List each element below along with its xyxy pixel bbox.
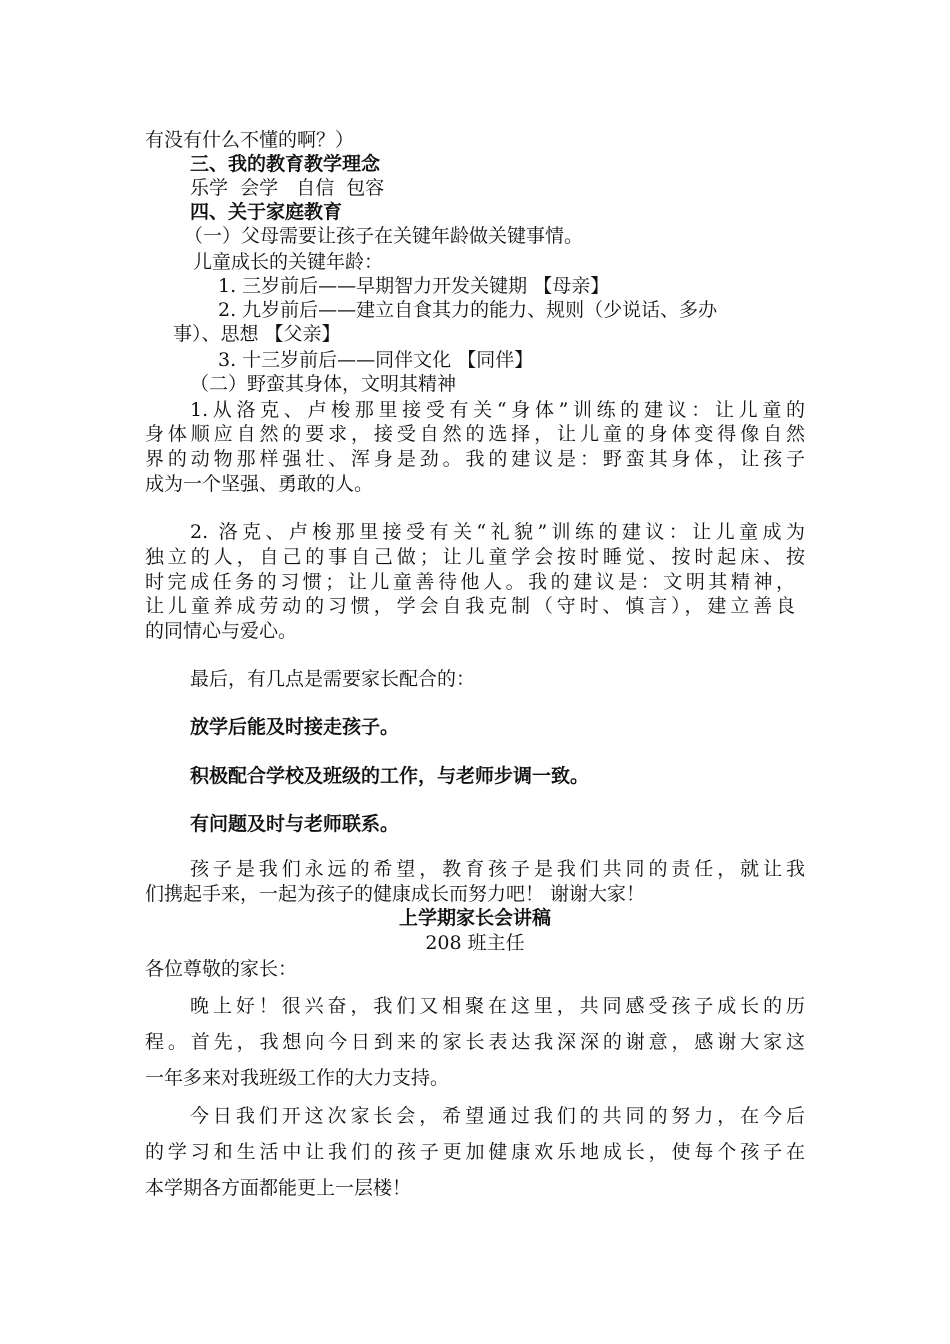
bold-point: 积极配合学校及班级的工作，与老师步调一致。 [190,765,590,787]
paragraph-line: 时完成任务的习惯；让儿童善待他人。我的建议是：文明其精神， [145,571,795,593]
document-title: 上学期家长会讲稿 [398,907,551,929]
paragraph-line: 让儿童养成劳动的习惯，学会自我克制（守时、慎言），建立善良 [145,595,795,617]
paragraph-line: 身体顺应自然的要求，接受自然的选择，让儿童的身体变得像自然 [145,423,805,445]
bold-point: 放学后能及时接走孩子。 [190,716,400,738]
section-heading: 四、关于家庭教育 [190,201,343,223]
section-heading: 三、我的教育教学理念 [190,153,381,175]
list-item: 3. 十三岁前后——同伴文化 【同伴】 [218,349,534,371]
paragraph-line: 一年多来对我班级工作的大力支持。 [145,1067,450,1089]
paragraph-line: 界的动物那样强壮、浑身是劲。我的建议是：野蛮其身体，让孩子 [145,448,805,470]
text-line: 乐学 会学 自信 包容 [190,177,385,199]
paragraph-line: 成为一个坚强、勇敢的人。 [145,473,374,495]
list-item-continuation: 事）、思想 【父亲】 [173,323,341,345]
paragraph-line: 独立的人，自己的事自己做；让儿童学会按时睡觉、按时起床、按 [145,546,805,568]
document-author: 208 班主任 [425,932,525,954]
paragraph-line: 晚上好！很兴奋，我们又相聚在这里，共同感受孩子成长的历 [190,995,805,1017]
list-item: 1. 三岁前后——早期智力开发关键期 【母亲】 [218,275,610,297]
bold-point: 有问题及时与老师联系。 [190,813,400,835]
subsection-heading: （一）父母需要让孩子在关键年龄做关键事情。 [184,225,584,247]
paragraph-line: 本学期各方面都能更上一层楼！ [145,1177,412,1199]
paragraph-line: 的学习和生活中让我们的孩子更加健康欢乐地成长，使每个孩子在 [145,1141,805,1163]
paragraph-line: 1.从洛克、卢梭那里接受有关“身体”训练的建议：让儿童的 [190,399,805,421]
paragraph-line: 今日我们开这次家长会，希望通过我们的共同的努力，在今后 [190,1105,805,1127]
subsection-heading: （二）野蛮其身体，文明其精神 [190,373,457,395]
paragraph-line: 2. 洛克、卢梭那里接受有关“礼貌”训练的建议：让儿童成为 [190,521,805,543]
paragraph-line: 最后，有几点是需要家长配合的： [190,668,476,690]
text-line: 有没有什么不懂的啊？） [145,129,355,151]
text-line: 儿童成长的关键年龄： [193,251,384,273]
paragraph-line: 的同情心与爱心。 [145,620,298,642]
list-item: 2. 九岁前后——建立自食其力的能力、规则（少说话、多办 [218,299,718,321]
paragraph-line: 们携起手来，一起为孩子的健康成长而努力吧！ 谢谢大家！ [145,883,646,905]
paragraph-line: 程。首先，我想向今日到来的家长表达我深深的谢意，感谢大家这 [145,1031,805,1053]
greeting: 各位尊敬的家长： [145,958,298,980]
paragraph-line: 孩子是我们永远的希望，教育孩子是我们共同的责任，就让我 [190,858,805,880]
